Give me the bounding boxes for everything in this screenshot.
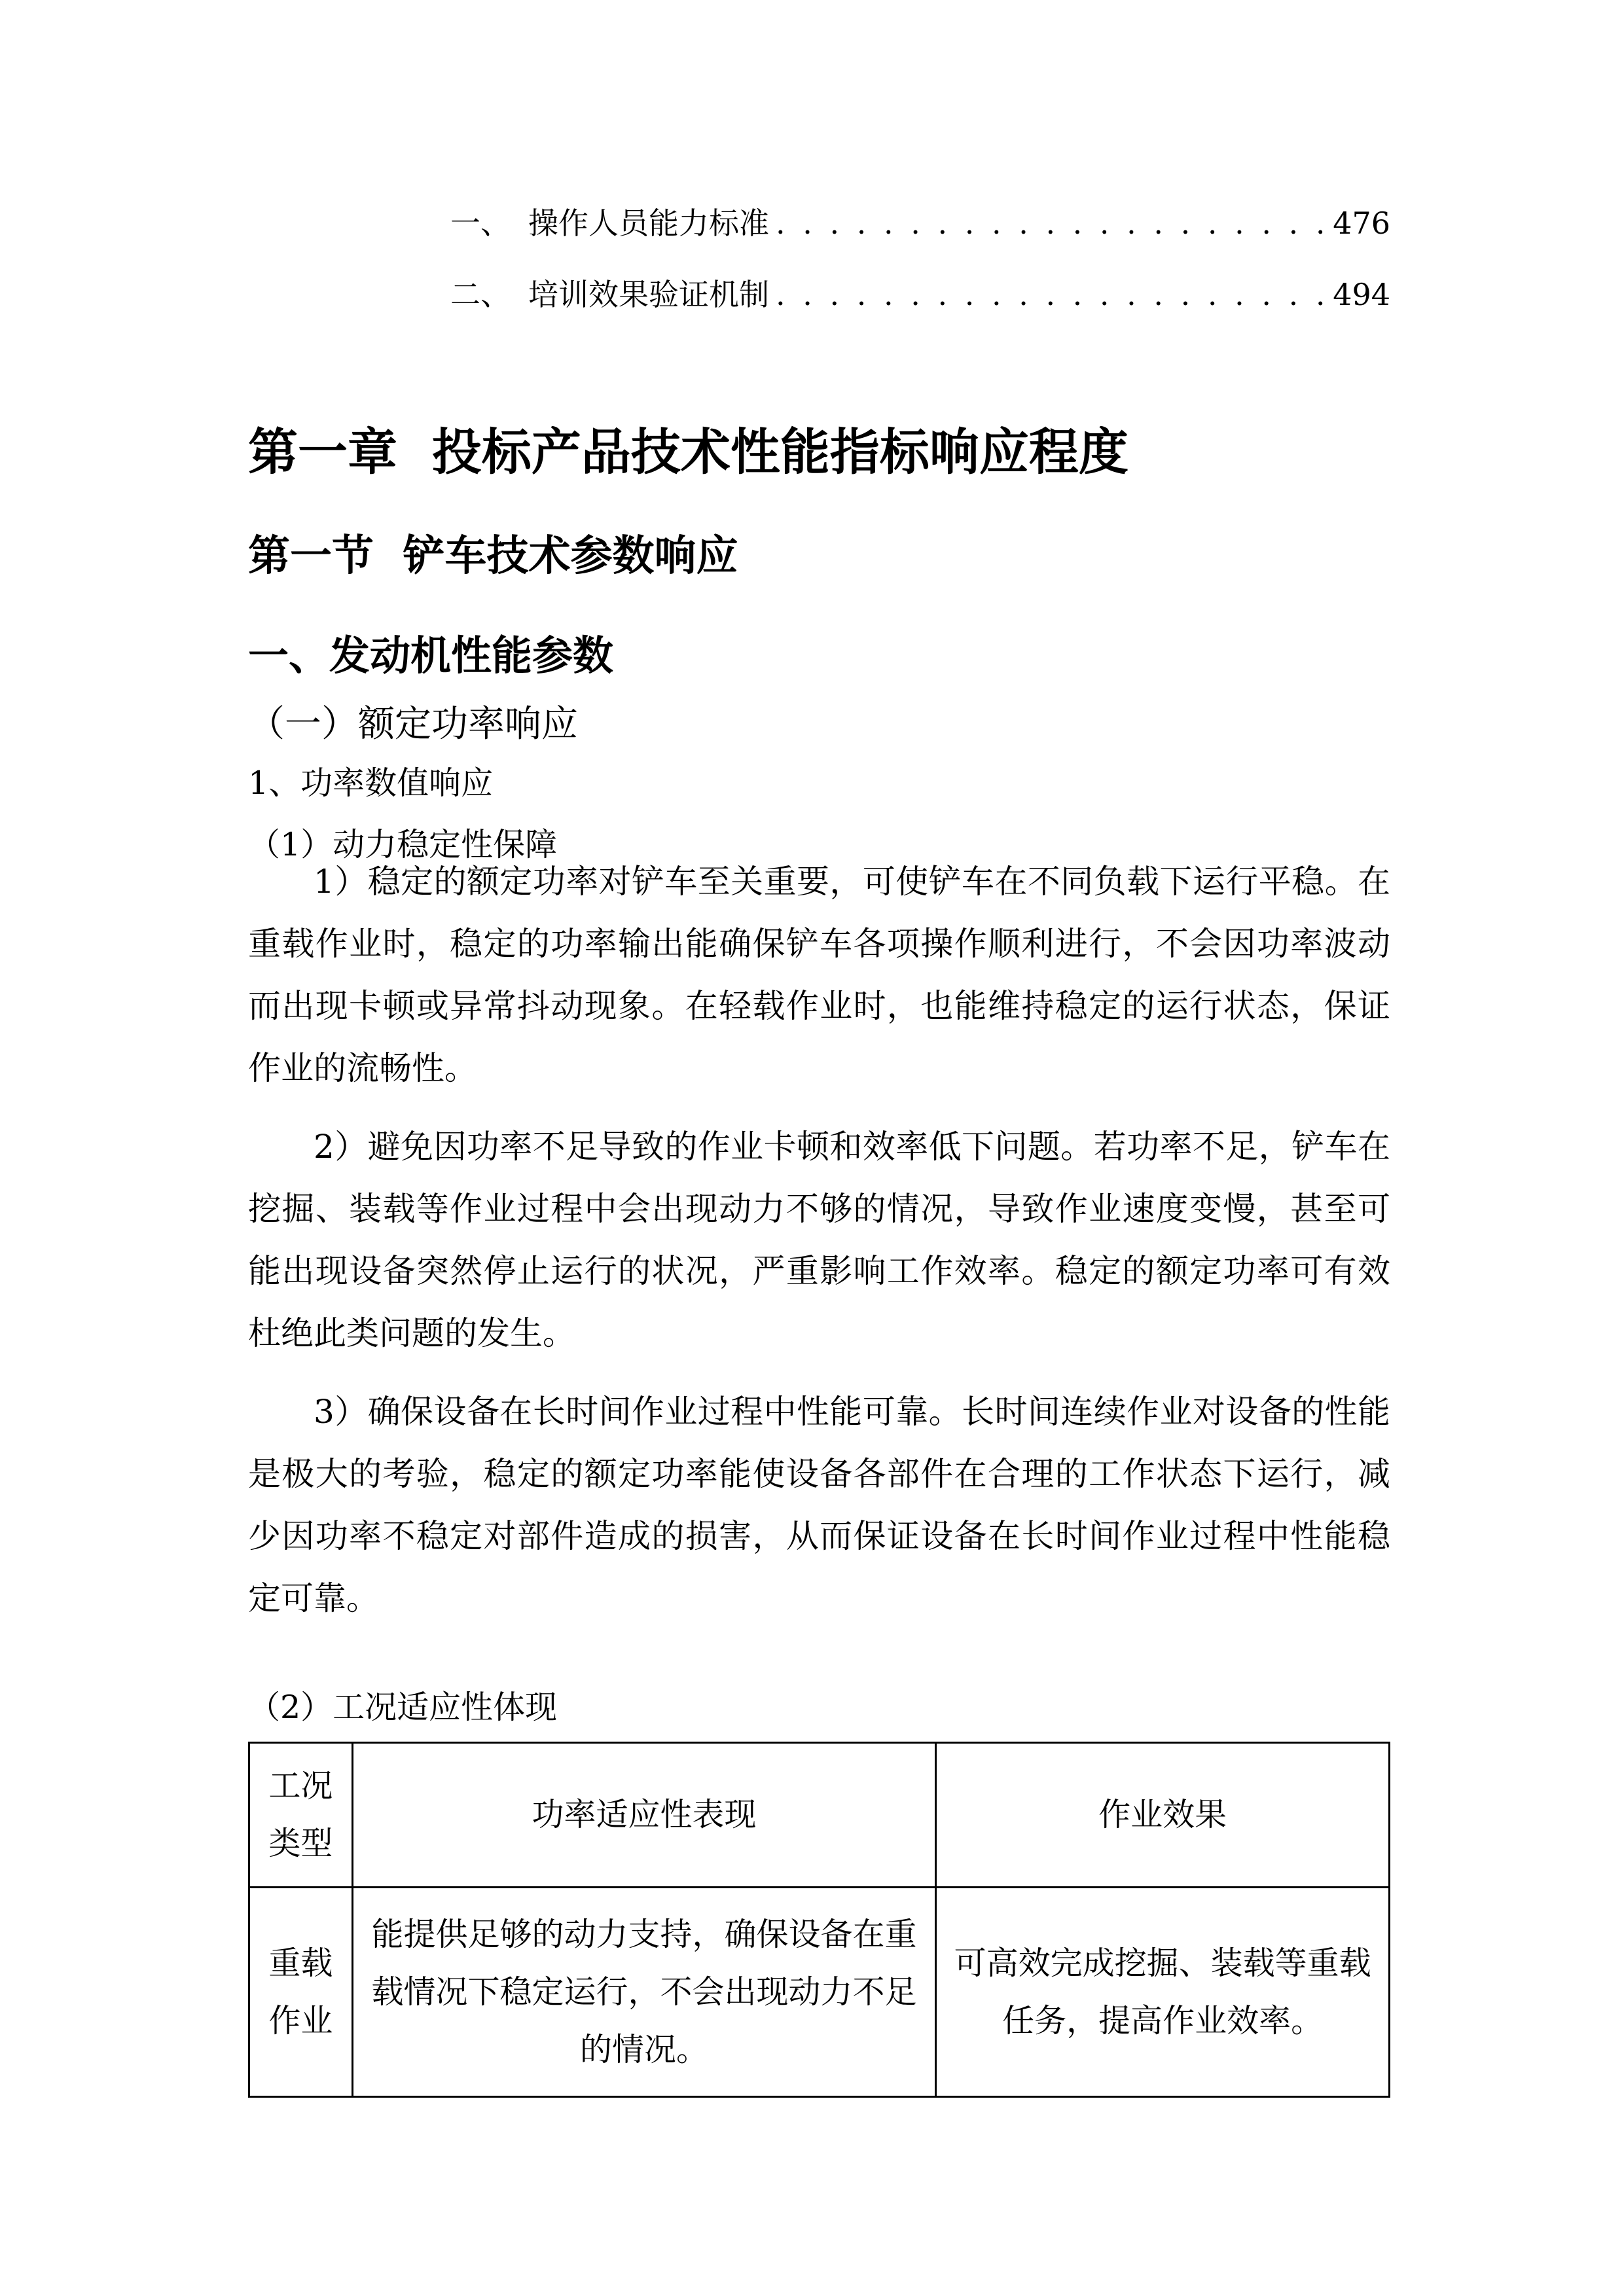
- toc-page: 476: [1333, 206, 1390, 241]
- toc-number: 一、: [450, 206, 511, 241]
- table-header-row: [249, 1743, 1390, 1888]
- header-cell: 作业效果: [936, 1743, 1390, 1888]
- paragraph: 3）确保设备在长时间作业过程中性能可靠。长时间连续作业对设备的性能是极大的考验，稳定的额定功率能使设备各部件在合理的工作状态下运行，减少因功率不稳定对部件造成的损害，从而保证设备在长时间作业过程中性能稳定可靠。: [248, 1393, 1390, 1617]
- point-title: （2）工况适应性体现: [248, 1689, 558, 1726]
- table-cell: 重载作业: [249, 1888, 353, 2097]
- paragraph: 1）稳定的额定功率对铲车至关重要，可使铲车在不同负载下运行平稳。在重载作业时，稳定的功率输出能确保铲车各项操作顺利进行，不会因功率波动而出现卡顿或异常抖动现象。在轻载作业时，也能维持稳定的运行状态，保证作业的流畅性。: [248, 863, 1390, 1087]
- chapter-title: 第一章 投标产品技术性能指标响应程度: [248, 423, 1128, 481]
- toc-number: 二、: [450, 277, 511, 312]
- toc-leader-dots: [776, 277, 1326, 312]
- toc-entry[interactable]: [450, 200, 1390, 243]
- toc-page: 494: [1333, 277, 1390, 312]
- toc-title: 培训效果验证机制: [528, 277, 769, 312]
- point-title: （1）动力稳定性保障: [248, 826, 558, 863]
- toc-title: 操作人员能力标准: [528, 206, 769, 241]
- condition-table: [248, 1742, 1390, 2098]
- table-cell: 可高效完成挖掘、装载等重载任务，提高作业效率。: [936, 1888, 1390, 2097]
- table-cell: 能提供足够的动力支持，确保设备在重载情况下稳定运行，不会出现动力不足的情况。: [352, 1888, 935, 2097]
- table-row: [249, 1888, 1390, 2097]
- paragraph: 2）避免因功率不足导致的作业卡顿和效率低下问题。若功率不足，铲车在挖掘、装载等作业过程中会出现动力不够的情况，导致作业速度变慢，甚至可能出现设备突然停止运行的状况，严重影响工作效率。稳定的额定功率可有效杜绝此类问题的发生。: [248, 1128, 1390, 1352]
- item-title: （一）额定功率响应: [248, 703, 578, 745]
- toc-entry[interactable]: [450, 271, 1390, 314]
- section-title: 第一节 铲车技术参数响应: [248, 532, 738, 581]
- subsection-title: 一、发动机性能参数: [248, 632, 614, 679]
- subitem-title: 1、功率数值响应: [248, 764, 494, 802]
- header-cell: 工况类型: [249, 1743, 353, 1888]
- toc-leader-dots: [776, 206, 1326, 241]
- header-cell: 功率适应性表现: [352, 1743, 935, 1888]
